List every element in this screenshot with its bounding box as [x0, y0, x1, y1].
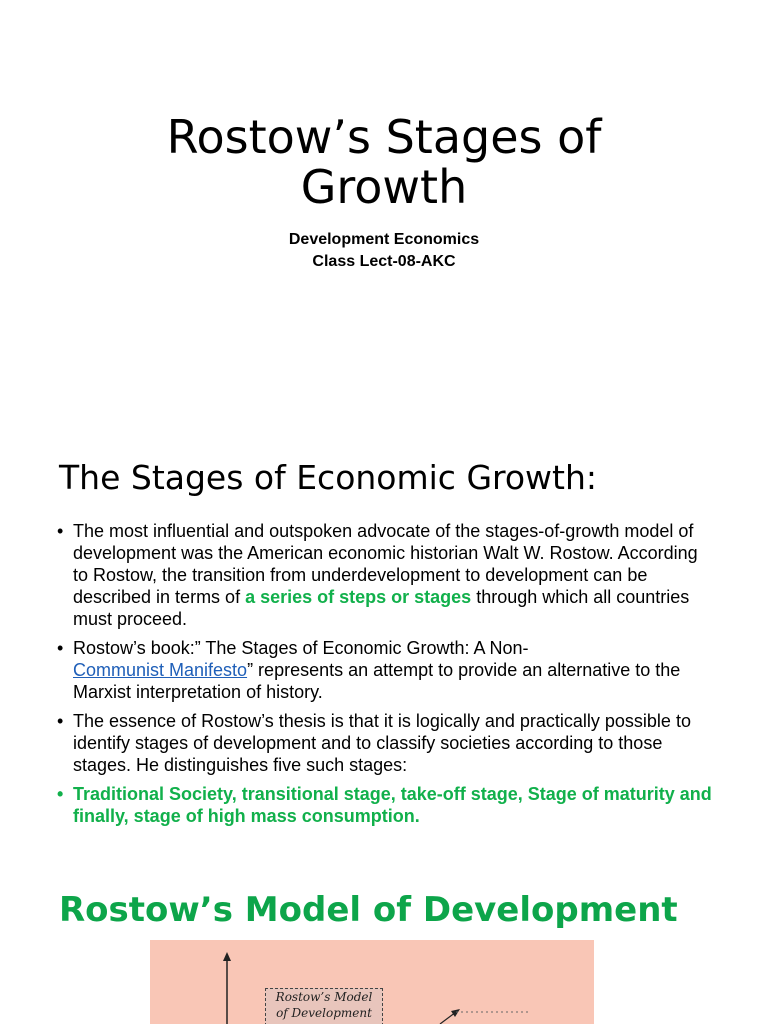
- figure-label: [265, 988, 383, 1024]
- title-text: Rostow’s Stages of Growth: [166, 110, 602, 214]
- bullet-highlight: Traditional Society, transitional stage, take-off stage, Stage of maturity and finally, stage of high mass consumption.: [73, 784, 712, 826]
- subtitle-line-1: Development Economics: [288, 231, 480, 248]
- bullet-item: [57, 710, 717, 776]
- bullet-highlight: a series of steps or stages: [245, 587, 472, 607]
- bullet-text: through which all countries must proceed.: [73, 587, 690, 629]
- bullet-text: The essence of Rostow’s thesis is that it is logically and practically possible to identify stages of development and to classify societies according to those stages. He distinguishes five such stages:: [73, 711, 691, 775]
- bullet-item: [57, 520, 717, 630]
- subtitle-line-2: Class Lect-08-AKC: [312, 253, 456, 270]
- communist-manifesto-link[interactable]: Communist Manifesto: [73, 660, 248, 680]
- slide-subtitle: [0, 229, 768, 273]
- bullet-item: [57, 637, 717, 703]
- figure-label-line-2: of Development: [276, 1006, 372, 1020]
- bullet-item: [57, 783, 717, 827]
- rostow-model-figure: [150, 940, 594, 1024]
- y-axis-arrow-icon: [223, 952, 231, 961]
- curve-arrow-icon: [451, 1009, 460, 1017]
- section-heading: The Stages of Economic Growth:: [59, 458, 598, 497]
- bullet-text: The most influential and outspoken advocate of the stages-of-growth model of development was the American economic historian Walt W. Rostow. According to Rostow, the transition from underdevelopment to development can be described in terms of: [73, 521, 698, 607]
- bullet-text: Rostow’s book:” The Stages of Economic Growth: A Non-: [73, 638, 529, 658]
- slide-title: [0, 112, 768, 212]
- bullet-list: [57, 520, 717, 834]
- model-heading: Rostow’s Model of Development: [59, 890, 678, 930]
- figure-label-line-1: Rostow’s Model: [275, 990, 373, 1004]
- bullet-text: ” represents an attempt to provide an alternative to the Marxist interpretation of history.: [73, 660, 681, 702]
